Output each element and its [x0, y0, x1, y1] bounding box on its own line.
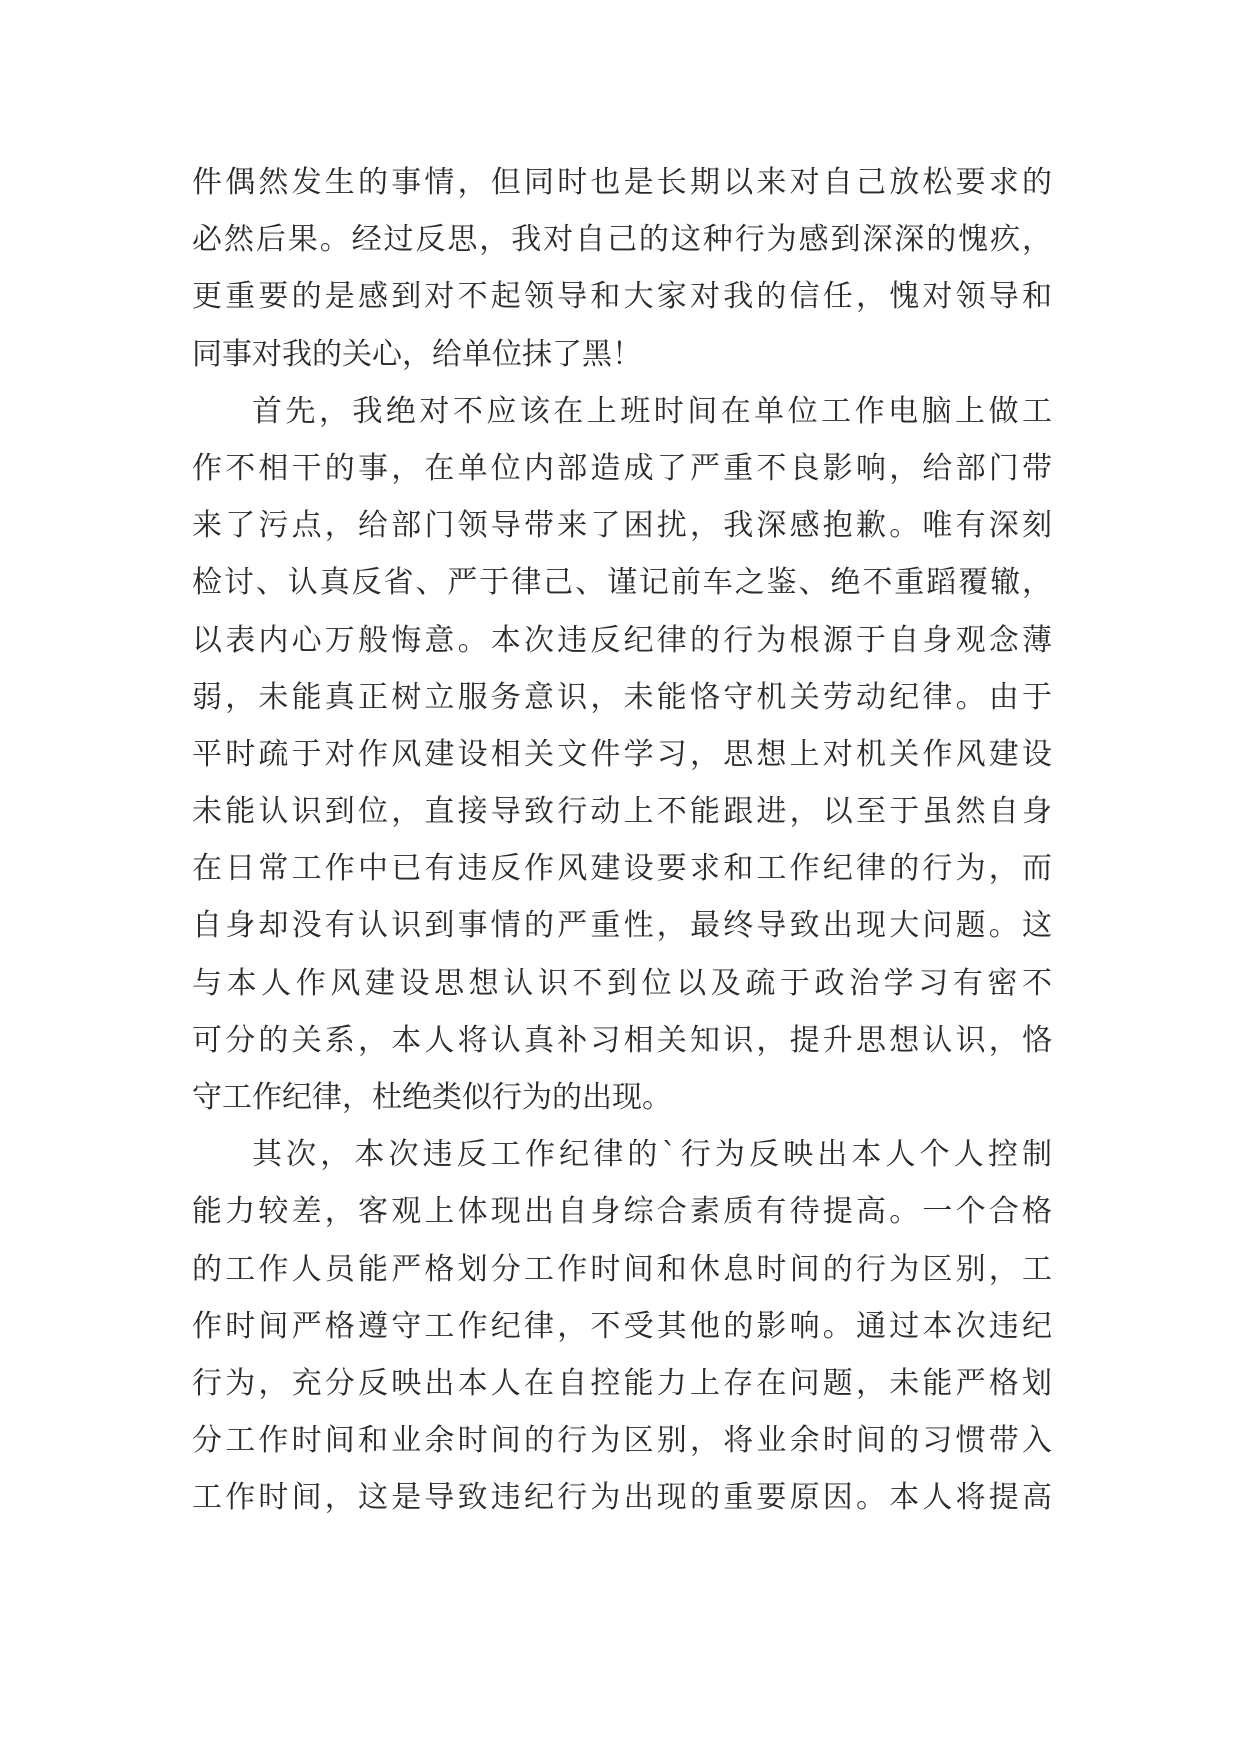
text-line: 同事对我的关心，给单位抹了黑！	[192, 336, 642, 372]
text-line: 守工作纪律，杜绝类似行为的出现。	[192, 1080, 672, 1115]
text-line: 作时间严格遵守工作纪律，不受其他的影响。通过本次违纪	[192, 1308, 1052, 1344]
text-line: 必然后果。经过反思，我对自己的这种行为感到深深的愧疚，	[192, 222, 1052, 258]
text-line: 可分的关系，本人将认真补习相关知识，提升思想认识，恪	[192, 1022, 1052, 1058]
paragraph-3	[192, 1126, 1052, 1526]
text-line: 首先，我绝对不应该在上班时间在单位工作电脑上做工	[252, 393, 1052, 429]
document-body	[192, 154, 1052, 1527]
text-line: 其次，本次违反工作纪律的`行为反映出本人个人控制	[252, 1137, 1052, 1173]
text-line: 弱，未能真正树立服务意识，未能恪守机关劳动纪律。由于	[192, 679, 1052, 715]
text-line: 在日常工作中已有违反作风建设要求和工作纪律的行为，而	[192, 851, 1052, 887]
paragraph-2	[192, 383, 1052, 1126]
text-line: 件偶然发生的事情，但同时也是长期以来对自己放松要求的	[192, 165, 1052, 200]
text-line: 自身却没有认识到事情的严重性，最终导致出现大问题。这	[192, 908, 1052, 944]
text-line: 以表内心万般悔意。本次违反纪律的行为根源于自身观念薄	[192, 622, 1052, 658]
text-line: 更重要的是感到对不起领导和大家对我的信任，愧对领导和	[192, 279, 1052, 315]
text-line: 分工作时间和业余时间的行为区别，将业余时间的习惯带入	[192, 1423, 1052, 1459]
paragraph-1	[192, 154, 1052, 383]
text-line: 能力较差，客观上体现出自身综合素质有待提高。一个合格	[192, 1194, 1052, 1230]
text-line: 行为，充分反映出本人在自控能力上存在问题，未能严格划	[192, 1365, 1052, 1401]
text-line: 未能认识到位，直接导致行动上不能跟进，以至于虽然自身	[192, 794, 1052, 830]
text-line: 的工作人员能严格划分工作时间和休息时间的行为区别，工	[192, 1251, 1052, 1287]
text-line: 平时疏于对作风建设相关文件学习，思想上对机关作风建设	[192, 736, 1052, 772]
text-line: 作不相干的事，在单位内部造成了严重不良影响，给部门带	[192, 450, 1052, 486]
text-line: 检讨、认真反省、严于律己、谨记前车之鉴、绝不重蹈覆辙，	[192, 565, 1052, 601]
text-line: 工作时间，这是导致违纪行为出现的重要原因。本人将提高	[192, 1480, 1052, 1516]
text-line: 来了污点，给部门领导带来了困扰，我深感抱歉。唯有深刻	[192, 508, 1052, 544]
text-line: 与本人作风建设思想认识不到位以及疏于政治学习有密不	[192, 965, 1052, 1001]
